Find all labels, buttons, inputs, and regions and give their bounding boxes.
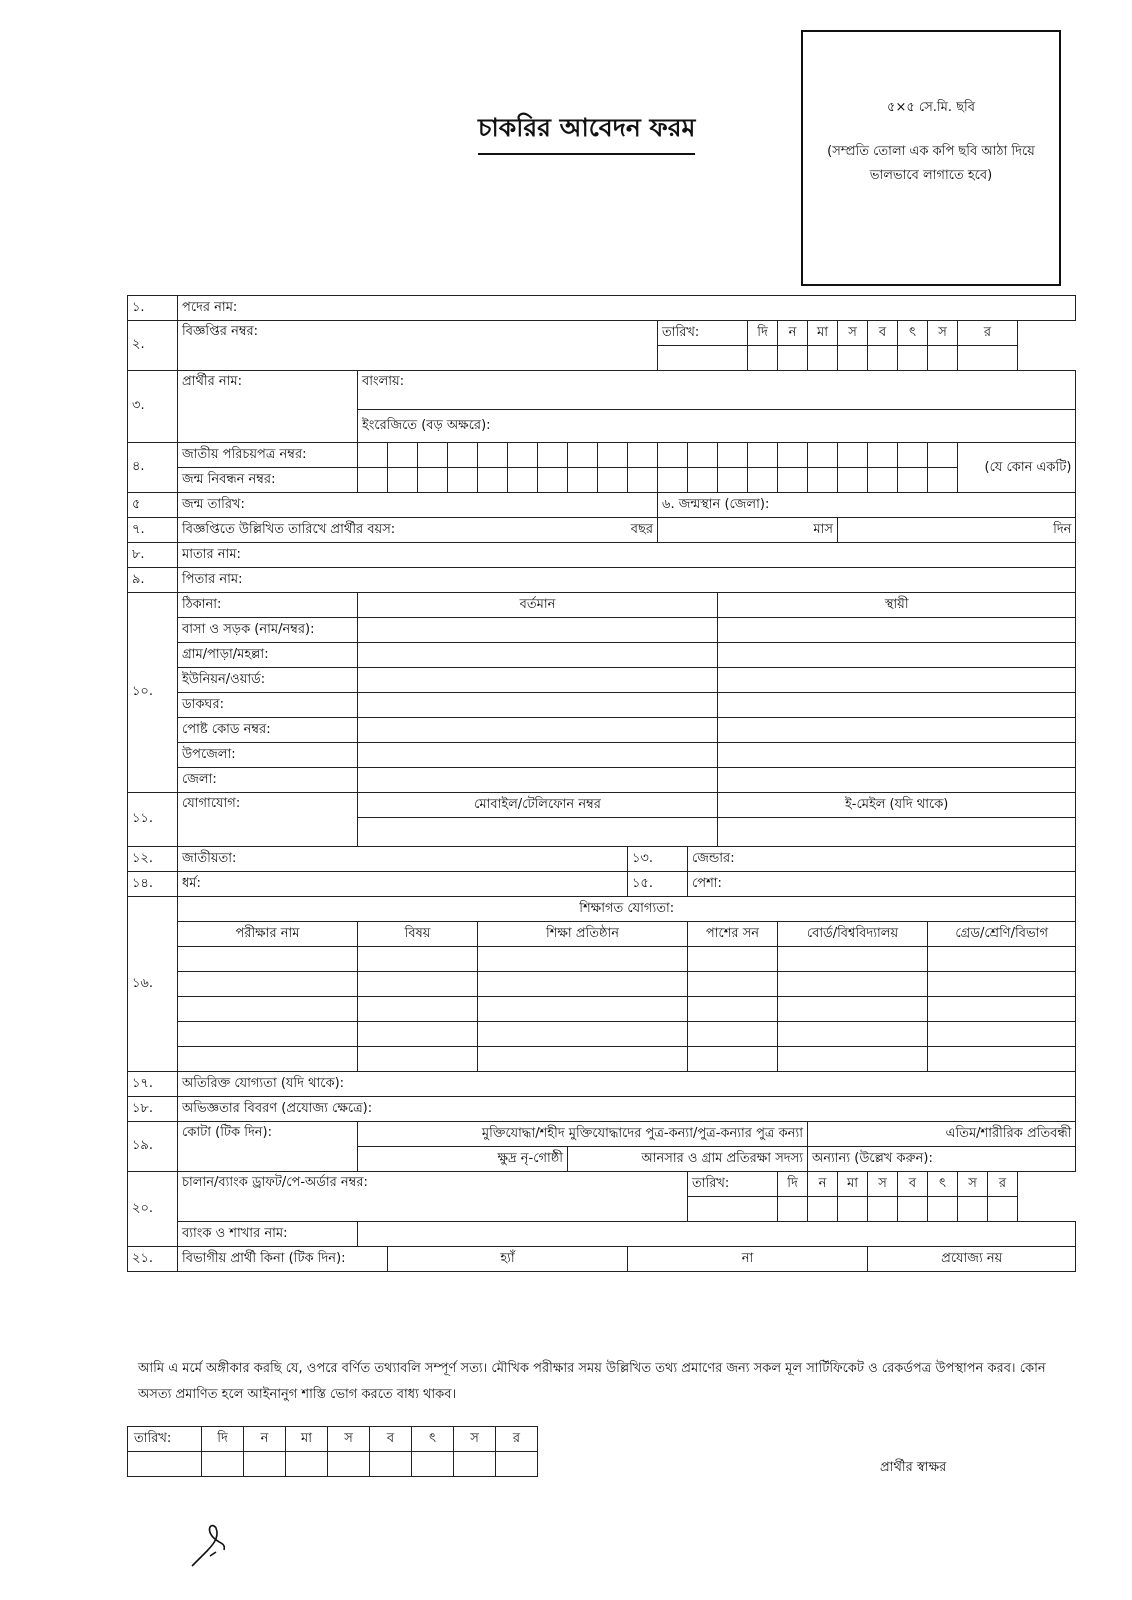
bank-branch-label: ব্যাংক ও শাখার নাম: bbox=[178, 1222, 358, 1247]
education-row bbox=[128, 972, 1076, 997]
education-col-header: বোর্ড/বিশ্ববিদ্যালয় bbox=[778, 922, 928, 947]
quota-label: কোটা (টিক দিন): bbox=[178, 1122, 358, 1172]
date-input-cell[interactable] bbox=[898, 346, 928, 371]
row-number: ১০. bbox=[128, 593, 178, 793]
education-cell[interactable] bbox=[688, 997, 778, 1022]
nid-digit-cell[interactable] bbox=[928, 443, 958, 468]
date-input-cell[interactable] bbox=[808, 346, 838, 371]
departmental-yes-option[interactable]: হ্যাঁ bbox=[388, 1247, 628, 1272]
occupation-label: পেশা: bbox=[692, 875, 722, 891]
row-number: ২১. bbox=[128, 1247, 178, 1272]
photo-instruction: (সম্প্রতি তোলা এক কপি ছবি আঠা দিয়ে ভালভাবে লাগাতে হবে) bbox=[827, 144, 1035, 183]
date-cell-label: ন bbox=[808, 1172, 838, 1197]
mother-name-field[interactable] bbox=[178, 543, 1076, 568]
birth-reg-digit-cell[interactable] bbox=[748, 468, 778, 493]
permanent-address-header: স্থায়ী bbox=[718, 593, 1076, 618]
date-input-cell[interactable] bbox=[988, 1197, 1018, 1222]
circular-number-field[interactable] bbox=[178, 321, 658, 371]
date-cell-label: র bbox=[988, 1172, 1018, 1197]
experience-label: অভিজ্ঞতার বিবরণ (প্রযোজ্য ক্ষেত্রে): bbox=[182, 1100, 373, 1116]
education-cell[interactable] bbox=[358, 972, 478, 997]
circular-number-label: বিজ্ঞপ্তির নম্বর: bbox=[182, 324, 259, 339]
nid-digit-cell[interactable] bbox=[568, 443, 598, 468]
education-cell[interactable] bbox=[478, 1022, 688, 1047]
nid-digit-cell[interactable] bbox=[418, 443, 448, 468]
row-number: ১৫. bbox=[628, 872, 688, 897]
address-field-label: ডাকঘর: bbox=[178, 693, 358, 718]
date-cell-label: ব bbox=[898, 1172, 928, 1197]
row-quota bbox=[128, 1122, 1076, 1147]
row-nationality bbox=[128, 847, 1076, 872]
row-number: ৯. bbox=[128, 568, 178, 593]
either-one-note: (যে কোন একটি) bbox=[958, 443, 1076, 493]
date-cell-label: মা bbox=[808, 321, 838, 346]
birth-reg-digit-cell[interactable] bbox=[778, 468, 808, 493]
nationality-label: জাতীয়তা: bbox=[182, 850, 237, 866]
name-english-label: ইংরেজিতে (বড় অক্ষরে): bbox=[362, 417, 491, 433]
mother-name-label: মাতার নাম: bbox=[182, 546, 241, 562]
education-cell[interactable] bbox=[778, 947, 928, 972]
address-row bbox=[128, 768, 1076, 793]
gender-label: জেন্ডার: bbox=[692, 850, 735, 866]
row-contact bbox=[128, 793, 1076, 818]
education-col-header: পরীক্ষার নাম bbox=[178, 922, 358, 947]
birth-reg-digit-cell[interactable] bbox=[508, 468, 538, 493]
quota-ethnic-option[interactable]: ক্ষুদ্র নৃ-গোষ্ঠী bbox=[358, 1147, 568, 1172]
education-cell[interactable] bbox=[688, 947, 778, 972]
departmental-na-option[interactable]: প্রযোজ্য নয় bbox=[868, 1247, 1076, 1272]
date-input-cell[interactable] bbox=[958, 1197, 988, 1222]
birth-reg-digit-cell[interactable] bbox=[418, 468, 448, 493]
bank-branch-input[interactable] bbox=[358, 1222, 1076, 1247]
present-address-input[interactable] bbox=[358, 743, 718, 768]
education-col-header: পাশের সন bbox=[688, 922, 778, 947]
education-cell[interactable] bbox=[178, 972, 358, 997]
post-name-label: পদের নাম: bbox=[182, 299, 238, 315]
applicant-name-label: প্রার্থীর নাম: bbox=[178, 371, 358, 443]
permanent-address-input[interactable] bbox=[718, 668, 1076, 693]
occupation-field[interactable] bbox=[688, 872, 1076, 897]
permanent-address-input[interactable] bbox=[718, 743, 1076, 768]
departmental-label: বিভাগীয় প্রার্থী কিনা (টিক দিন): bbox=[178, 1247, 388, 1272]
row-number: ২০. bbox=[128, 1172, 178, 1247]
education-cell[interactable] bbox=[928, 1047, 1076, 1072]
row-religion bbox=[128, 872, 1076, 897]
education-cell[interactable] bbox=[178, 1022, 358, 1047]
education-row bbox=[128, 1022, 1076, 1047]
row-number: ৩. bbox=[128, 371, 178, 443]
challan-number-label: চালান/ব্যাংক ড্রাফট/পে-অর্ডার নম্বর: bbox=[182, 1175, 368, 1190]
age-month-label: মাস bbox=[813, 521, 833, 537]
address-row bbox=[128, 743, 1076, 768]
education-col-header: শিক্ষা প্রতিষ্ঠান bbox=[478, 922, 688, 947]
declaration-text: আমি এ মর্মে অঙ্গীকার করছি যে, ওপরে বর্ণিত তথ্যাবলি সম্পূর্ণ সত্য। মৌখিক পরীক্ষার সময় উল্লিখিত তথ্য প্রমাণের জন্য সকল মূল সার্টিফিকেট ও রেকর্ডপত্র উপস্থাপন করব। কোন অসত্য প্রমাণিত হলে আইনানুগ শাস্তি ভোগ করতে বাধ্য থাকব। bbox=[138, 1361, 1046, 1402]
row-number: ৪. bbox=[128, 443, 178, 493]
birth-reg-digit-cell[interactable] bbox=[868, 468, 898, 493]
education-cell[interactable] bbox=[688, 972, 778, 997]
present-address-input[interactable] bbox=[358, 693, 718, 718]
additional-qualification-label: অতিরিক্ত যোগ্যতা (যদি থাকে): bbox=[182, 1075, 345, 1091]
nid-digit-cell[interactable] bbox=[838, 443, 868, 468]
row-additional-qualification bbox=[128, 1072, 1076, 1097]
age-years-field[interactable] bbox=[178, 518, 658, 543]
date-input-cell[interactable] bbox=[778, 1197, 808, 1222]
photo-size-label: ৫×৫ সে.মি. ছবি bbox=[887, 100, 975, 115]
date-cell-label: মা bbox=[286, 1427, 328, 1452]
nationality-field[interactable] bbox=[178, 847, 628, 872]
date-input-cell[interactable] bbox=[496, 1452, 538, 1477]
birth-reg-digit-cell[interactable] bbox=[808, 468, 838, 493]
row-number: ১১. bbox=[128, 793, 178, 847]
nid-digit-cell[interactable] bbox=[658, 443, 688, 468]
page-title: চাকরির আবেদন ফরম bbox=[478, 108, 695, 155]
name-bangla-label: বাংলায়: bbox=[362, 374, 405, 389]
education-cell[interactable] bbox=[478, 947, 688, 972]
present-address-header: বর্তমান bbox=[358, 593, 718, 618]
birth-reg-digit-cell[interactable] bbox=[598, 468, 628, 493]
date-input-cell[interactable] bbox=[808, 1197, 838, 1222]
address-label: ঠিকানা: bbox=[178, 593, 358, 618]
date-input-cell[interactable] bbox=[868, 346, 898, 371]
row-age bbox=[128, 518, 1076, 543]
present-address-input[interactable] bbox=[358, 643, 718, 668]
date-cell-label: স bbox=[838, 321, 868, 346]
education-row bbox=[128, 947, 1076, 972]
education-row bbox=[128, 1047, 1076, 1072]
nid-label: জাতীয় পরিচয়পত্র নম্বর: bbox=[178, 443, 358, 468]
nid-digit-cell[interactable] bbox=[508, 443, 538, 468]
row-applicant-name bbox=[128, 371, 1076, 410]
nid-digit-cell[interactable] bbox=[778, 443, 808, 468]
birth-reg-digit-cell[interactable] bbox=[718, 468, 748, 493]
age-day-field[interactable] bbox=[838, 518, 1076, 543]
row-departmental bbox=[128, 1247, 1076, 1272]
row-number: ১৬. bbox=[128, 897, 178, 1072]
row-birth-date bbox=[128, 493, 1076, 518]
additional-qualification-field[interactable] bbox=[178, 1072, 1076, 1097]
religion-label: ধর্ম: bbox=[182, 875, 201, 891]
address-row bbox=[128, 618, 1076, 643]
signature-date-table bbox=[127, 1426, 538, 1477]
education-cell[interactable] bbox=[178, 1047, 358, 1072]
date-input-cell[interactable] bbox=[838, 1197, 868, 1222]
education-cell[interactable] bbox=[478, 997, 688, 1022]
religion-field[interactable] bbox=[178, 872, 628, 897]
birth-reg-digit-cell[interactable] bbox=[388, 468, 418, 493]
row-experience bbox=[128, 1097, 1076, 1122]
experience-field[interactable] bbox=[178, 1097, 1076, 1122]
education-cell[interactable] bbox=[178, 947, 358, 972]
date-cell-label: র bbox=[958, 321, 1018, 346]
row-number: ১৮. bbox=[128, 1097, 178, 1122]
birth-reg-digit-cell[interactable] bbox=[898, 468, 928, 493]
row-bank-branch bbox=[128, 1222, 1076, 1247]
date-cell-label: ন bbox=[244, 1427, 286, 1452]
education-col-header: গ্রেড/শ্রেণি/বিভাগ bbox=[928, 922, 1076, 947]
row-number: ১২. bbox=[128, 847, 178, 872]
departmental-no-option[interactable]: না bbox=[628, 1247, 868, 1272]
date-input-cell[interactable] bbox=[748, 346, 778, 371]
birth-reg-digit-cell[interactable] bbox=[688, 468, 718, 493]
education-cell[interactable] bbox=[478, 1047, 688, 1072]
nid-digit-cell[interactable] bbox=[478, 443, 508, 468]
quota-orphan-disabled-option[interactable]: এতিম/শারীরিক প্রতিবন্ধী bbox=[808, 1122, 1076, 1147]
address-row bbox=[128, 693, 1076, 718]
education-col-header: বিষয় bbox=[358, 922, 478, 947]
education-cell[interactable] bbox=[688, 1022, 778, 1047]
birthplace-field[interactable] bbox=[658, 493, 1076, 518]
date-input-cell[interactable] bbox=[244, 1452, 286, 1477]
row-number: ৫ bbox=[128, 493, 178, 518]
date-cell-label: দি bbox=[778, 1172, 808, 1197]
date-input-cell[interactable] bbox=[412, 1452, 454, 1477]
address-field-label: জেলা: bbox=[178, 768, 358, 793]
birth-reg-digit-cell[interactable] bbox=[448, 468, 478, 493]
date-cell-label: দি bbox=[748, 321, 778, 346]
birth-reg-digit-cell[interactable] bbox=[628, 468, 658, 493]
date-cell-label: স bbox=[958, 1172, 988, 1197]
age-day-label: দিন bbox=[1053, 521, 1072, 537]
birthplace-label: ৬. জন্মস্থান (জেলা): bbox=[662, 496, 770, 512]
education-label: শিক্ষাগত যোগ্যতা: bbox=[178, 897, 1076, 922]
education-cell[interactable] bbox=[778, 1047, 928, 1072]
application-form-table bbox=[127, 295, 1076, 1272]
present-address-input[interactable] bbox=[358, 718, 718, 743]
education-cell[interactable] bbox=[358, 947, 478, 972]
education-cell[interactable] bbox=[358, 1022, 478, 1047]
row-father-name bbox=[128, 568, 1076, 593]
date-cell-label: স bbox=[328, 1427, 370, 1452]
birth-reg-digit-cell[interactable] bbox=[568, 468, 598, 493]
date-blank bbox=[658, 346, 748, 371]
row-number: ১৭. bbox=[128, 1072, 178, 1097]
education-cell[interactable] bbox=[928, 947, 1076, 972]
quota-ansar-option[interactable]: আনসার ও গ্রাম প্রতিরক্ষা সদস্য bbox=[568, 1147, 808, 1172]
circular-date-label: তারিখ: bbox=[658, 321, 748, 346]
education-cell[interactable] bbox=[778, 972, 928, 997]
nid-digit-cell[interactable] bbox=[448, 443, 478, 468]
date-input-cell[interactable] bbox=[286, 1452, 328, 1477]
date-input-cell[interactable] bbox=[454, 1452, 496, 1477]
birth-date-field[interactable] bbox=[178, 493, 658, 518]
row-number: ৭. bbox=[128, 518, 178, 543]
nid-digit-cell[interactable] bbox=[868, 443, 898, 468]
challan-date-label: তারিখ: bbox=[688, 1172, 778, 1197]
challan-number-field[interactable] bbox=[178, 1172, 688, 1222]
birth-reg-digit-cell[interactable] bbox=[658, 468, 688, 493]
education-columns bbox=[128, 922, 1076, 947]
nid-digit-cell[interactable] bbox=[808, 443, 838, 468]
row-challan bbox=[128, 1172, 1076, 1197]
signature-scribble-icon bbox=[190, 1520, 230, 1570]
present-address-input[interactable] bbox=[358, 768, 718, 793]
row-number: ১৩. bbox=[628, 847, 688, 872]
age-label: বিজ্ঞপ্তিতে উল্লিখিত তারিখে প্রার্থীর বয়স: bbox=[182, 521, 396, 537]
date-input-cell[interactable] bbox=[958, 346, 1018, 371]
address-row bbox=[128, 668, 1076, 693]
permanent-address-input[interactable] bbox=[718, 643, 1076, 668]
education-cell[interactable] bbox=[928, 1022, 1076, 1047]
date-cell-label: স bbox=[928, 321, 958, 346]
date-cell-label: স bbox=[454, 1427, 496, 1452]
date-cell-label: ৎ bbox=[412, 1427, 454, 1452]
father-name-field[interactable] bbox=[178, 568, 1076, 593]
permanent-address-input[interactable] bbox=[718, 618, 1076, 643]
nid-digit-cell[interactable] bbox=[748, 443, 778, 468]
education-cell[interactable] bbox=[928, 972, 1076, 997]
education-cell[interactable] bbox=[688, 1047, 778, 1072]
applicant-signature-label: প্রার্থীর স্বাক্ষর bbox=[880, 1460, 947, 1475]
row-nid bbox=[128, 443, 1076, 468]
present-address-input[interactable] bbox=[358, 618, 718, 643]
email-input[interactable] bbox=[718, 818, 1076, 847]
permanent-address-input[interactable] bbox=[718, 693, 1076, 718]
phone-input[interactable] bbox=[358, 818, 718, 847]
nid-digit-cell[interactable] bbox=[358, 443, 388, 468]
education-cell[interactable] bbox=[778, 1022, 928, 1047]
nid-digit-cell[interactable] bbox=[898, 443, 928, 468]
quota-other-option[interactable]: অন্যান্য (উল্লেখ করুন): bbox=[808, 1147, 1076, 1172]
date-input-cell[interactable] bbox=[868, 1197, 898, 1222]
date-input-cell[interactable] bbox=[928, 1197, 958, 1222]
row-address-header bbox=[128, 593, 1076, 618]
address-field-label: বাসা ও সড়ক (নাম/নম্বর): bbox=[178, 618, 358, 643]
birth-reg-digit-cell[interactable] bbox=[478, 468, 508, 493]
date-input-cell[interactable] bbox=[898, 1197, 928, 1222]
name-english-field[interactable] bbox=[358, 410, 1076, 443]
father-name-label: পিতার নাম: bbox=[182, 571, 243, 587]
date-cell-label: মা bbox=[838, 1172, 868, 1197]
date-cell-label: স bbox=[868, 1172, 898, 1197]
permanent-address-input[interactable] bbox=[718, 768, 1076, 793]
birth-reg-digit-cell[interactable] bbox=[538, 468, 568, 493]
address-field-label: উপজেলা: bbox=[178, 743, 358, 768]
date-input-cell[interactable] bbox=[370, 1452, 412, 1477]
date-cell-label: ৎ bbox=[898, 321, 928, 346]
date-blank bbox=[688, 1197, 778, 1222]
email-header: ই-মেইল (যদি থাকে) bbox=[718, 793, 1076, 818]
nid-digit-cell[interactable] bbox=[388, 443, 418, 468]
age-month-field[interactable] bbox=[658, 518, 838, 543]
permanent-address-input[interactable] bbox=[718, 718, 1076, 743]
contact-label: যোগাযোগ: bbox=[178, 793, 358, 847]
date-cell-label: ব bbox=[868, 321, 898, 346]
birth-reg-digit-cell[interactable] bbox=[838, 468, 868, 493]
date-input-cell[interactable] bbox=[838, 346, 868, 371]
education-cell[interactable] bbox=[358, 997, 478, 1022]
education-cell[interactable] bbox=[358, 1047, 478, 1072]
row-number: ১. bbox=[128, 296, 178, 321]
date-cell-label: দি bbox=[202, 1427, 244, 1452]
date-input-cell[interactable] bbox=[928, 346, 958, 371]
address-row bbox=[128, 718, 1076, 743]
education-cell[interactable] bbox=[178, 997, 358, 1022]
row-number: ১৯. bbox=[128, 1122, 178, 1172]
birth-reg-label: জন্ম নিবন্ধন নম্বর: bbox=[178, 468, 358, 493]
birth-reg-digit-cell[interactable] bbox=[358, 468, 388, 493]
gender-field[interactable] bbox=[688, 847, 1076, 872]
row-mother-name bbox=[128, 543, 1076, 568]
date-cell-label: ব bbox=[370, 1427, 412, 1452]
education-cell[interactable] bbox=[478, 972, 688, 997]
date-cell-label: ন bbox=[778, 321, 808, 346]
birth-date-label: জন্ম তারিখ: bbox=[182, 496, 245, 512]
row-post-name bbox=[128, 296, 1076, 321]
address-field-label: ইউনিয়ন/ওয়ার্ড: bbox=[178, 668, 358, 693]
date-input-cell[interactable] bbox=[778, 346, 808, 371]
address-row bbox=[128, 643, 1076, 668]
post-name-field[interactable] bbox=[178, 296, 1076, 321]
row-number: ৮. bbox=[128, 543, 178, 568]
nid-digit-cell[interactable] bbox=[628, 443, 658, 468]
education-cell[interactable] bbox=[928, 997, 1076, 1022]
nid-digit-cell[interactable] bbox=[688, 443, 718, 468]
row-circular-number bbox=[128, 321, 1076, 346]
quota-freedom-fighter-option[interactable]: মুক্তিযোদ্ধা/শহীদ মুক্তিযোদ্ধাদের পুত্র-কন্যা/পুত্র-কন্যার পুত্র কন্যা bbox=[358, 1122, 808, 1147]
date-blank bbox=[128, 1452, 202, 1477]
row-education-header bbox=[128, 897, 1076, 922]
row-number: ১৪. bbox=[128, 872, 178, 897]
education-row bbox=[128, 997, 1076, 1022]
date-input-cell[interactable] bbox=[328, 1452, 370, 1477]
nid-digit-cell[interactable] bbox=[598, 443, 628, 468]
birth-reg-digit-cell[interactable] bbox=[928, 468, 958, 493]
signature-date-label: তারিখ: bbox=[128, 1427, 202, 1452]
nid-digit-cell[interactable] bbox=[718, 443, 748, 468]
row-number: ২. bbox=[128, 321, 178, 371]
date-cell-label: ৎ bbox=[928, 1172, 958, 1197]
photo-box[interactable] bbox=[801, 30, 1061, 286]
education-cell[interactable] bbox=[778, 997, 928, 1022]
phone-header: মোবাইল/টেলিফোন নম্বর bbox=[358, 793, 718, 818]
age-year-label: বছর bbox=[630, 521, 653, 537]
nid-digit-cell[interactable] bbox=[538, 443, 568, 468]
address-field-label: গ্রাম/পাড়া/মহল্লা: bbox=[178, 643, 358, 668]
date-cell-label: র bbox=[496, 1427, 538, 1452]
date-input-cell[interactable] bbox=[202, 1452, 244, 1477]
name-bangla-field[interactable] bbox=[358, 371, 1076, 410]
present-address-input[interactable] bbox=[358, 668, 718, 693]
address-field-label: পোষ্ট কোড নম্বর: bbox=[178, 718, 358, 743]
